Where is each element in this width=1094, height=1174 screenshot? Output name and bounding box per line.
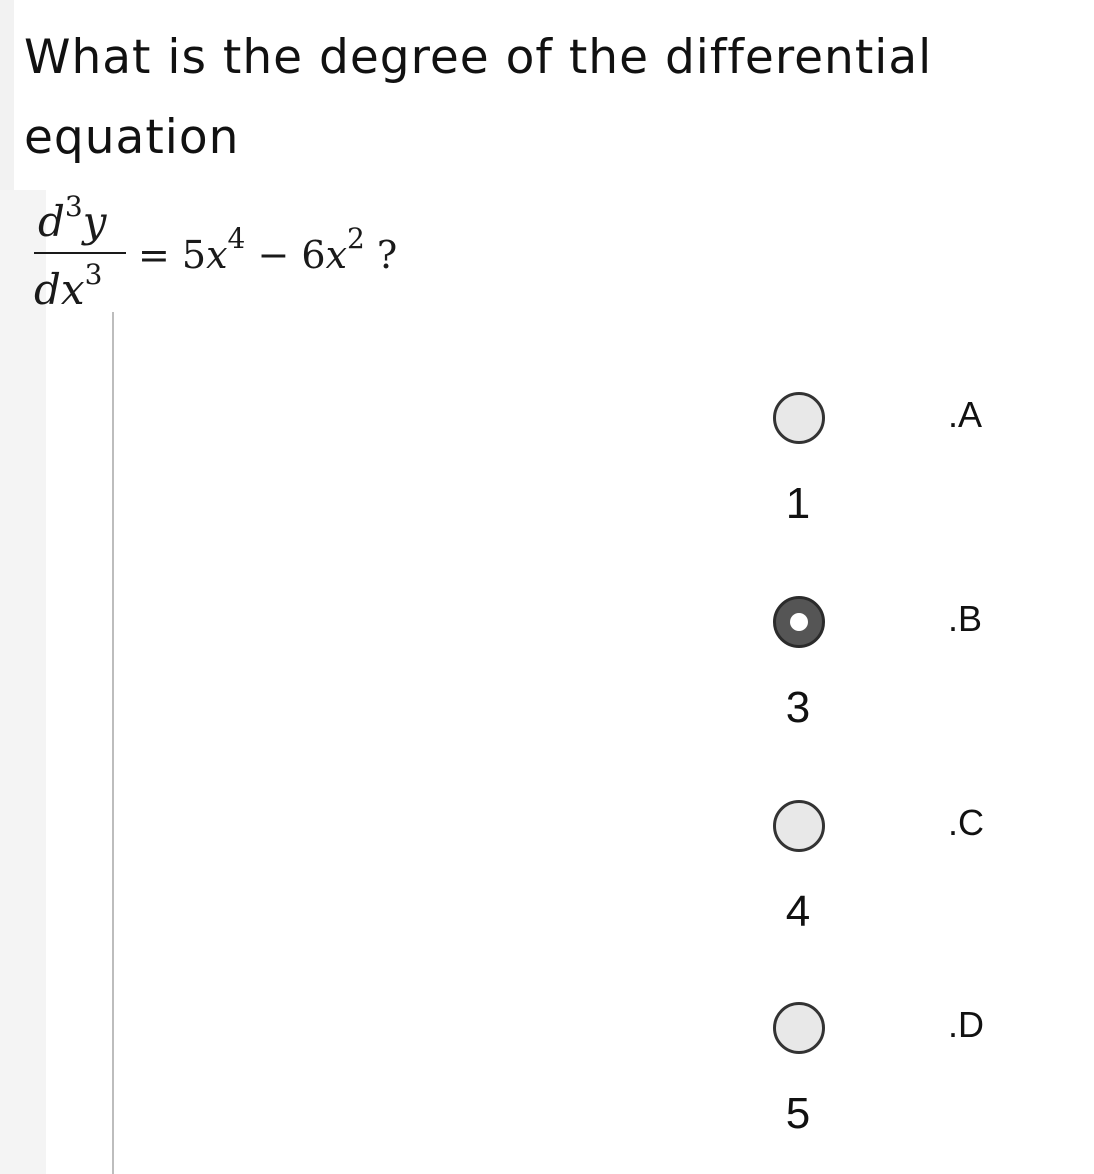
- equation-fraction: [34, 190, 126, 320]
- option-a-letter: .A: [948, 394, 983, 435]
- option-c[interactable]: [770, 800, 1010, 940]
- option-b[interactable]: [770, 596, 1010, 736]
- option-b-letter: .B: [948, 598, 983, 639]
- option-d-letter: .D: [948, 1004, 984, 1045]
- option-b-value: 3: [785, 683, 811, 732]
- vertical-divider: [112, 312, 114, 1174]
- left-margin-strip-lower: [0, 190, 46, 1174]
- left-margin-strip: [0, 0, 14, 190]
- option-b-radio[interactable]: [773, 596, 825, 648]
- option-c-letter: .C: [948, 802, 984, 843]
- option-c-radio[interactable]: [773, 800, 825, 852]
- option-d-radio[interactable]: [773, 1002, 825, 1054]
- equation-numerator: $d^3y$: [38, 190, 107, 246]
- equation-right-side: = $5x^4 - 6x^2$ ?: [138, 222, 398, 277]
- option-d-value: 5: [785, 1089, 811, 1138]
- option-c-value: 4: [785, 887, 811, 936]
- option-a[interactable]: [770, 392, 1010, 532]
- fraction-bar: [34, 252, 126, 254]
- question-text: What is the degree of the differential equation: [24, 30, 933, 165]
- option-a-radio[interactable]: [773, 392, 825, 444]
- differential-equation: [34, 190, 534, 320]
- option-a-value: 1: [785, 479, 811, 528]
- equation-denominator: $dx^3$: [34, 258, 103, 314]
- option-d[interactable]: [770, 1002, 1010, 1142]
